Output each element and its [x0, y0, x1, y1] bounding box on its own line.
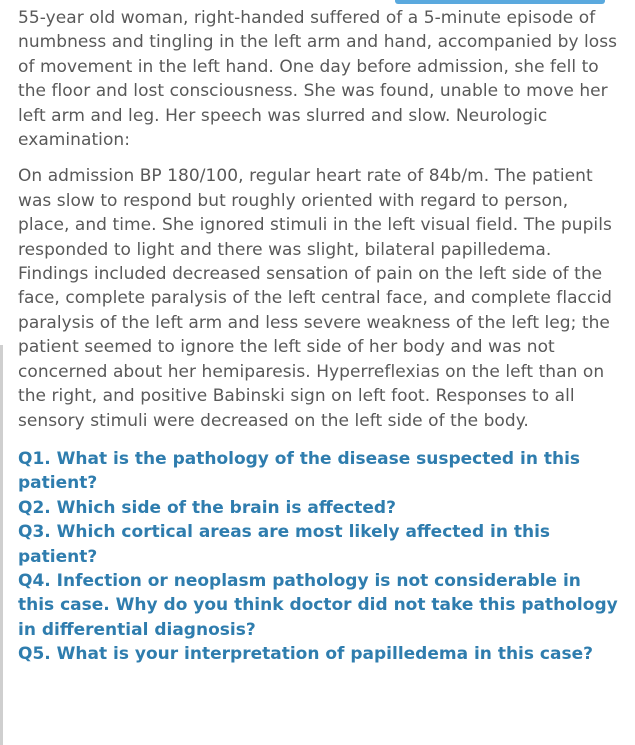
examination-paragraph: On admission BP 180/100, regular heart rate of 84b/m. The patient was slow to respond but roughly oriented with regard to person, place, and time. She ignored stimuli in the left visual field. The pupils responded to light and there was slight, bilateral papilledema. Findings included decreased sensation of pain on the left side of the face, complete paralysis of the left central face, and complete flaccid paralysis of the left arm and less severe weakness of the left leg; the patient seemed to ignore the left side of her body and was not concerned about her hemiparesis. Hyperreflexias on the left than on the right, and positive Babinski sign on left foot. Responses to all sensory stimuli were decreased on the left side of the body. — [18, 166, 612, 431]
questions-list — [18, 447, 618, 667]
case-history-paragraph: 55-year old woman, right-handed suffered of a 5-minute episode of numbness and tingling in the left arm and hand, accompanied by loss of movement in the left hand. One day before admission, she fell to the floor and lost consciousness. She was found, unable to move her left arm and leg. Her speech was slurred and slow. Neurologic examination: — [18, 8, 618, 151]
question-1: Q1. What is the pathology of the disease suspected in this patient? — [18, 448, 581, 494]
question-4: Q4. Infection or neoplasm pathology is not considerable in this case. Why do you think doctor did not take this pathology in differential diagnosis? — [18, 570, 618, 640]
left-edge-divider — [0, 345, 3, 745]
question-5: Q5. What is your interpretation of papilledema in this case? — [18, 644, 593, 665]
document-body — [18, 6, 618, 667]
question-3: Q3. Which cortical areas are most likely affected in this patient? — [18, 522, 551, 567]
top-accent-bar — [395, 0, 605, 4]
question-2: Q2. Which side of the brain is affected? — [18, 497, 396, 518]
